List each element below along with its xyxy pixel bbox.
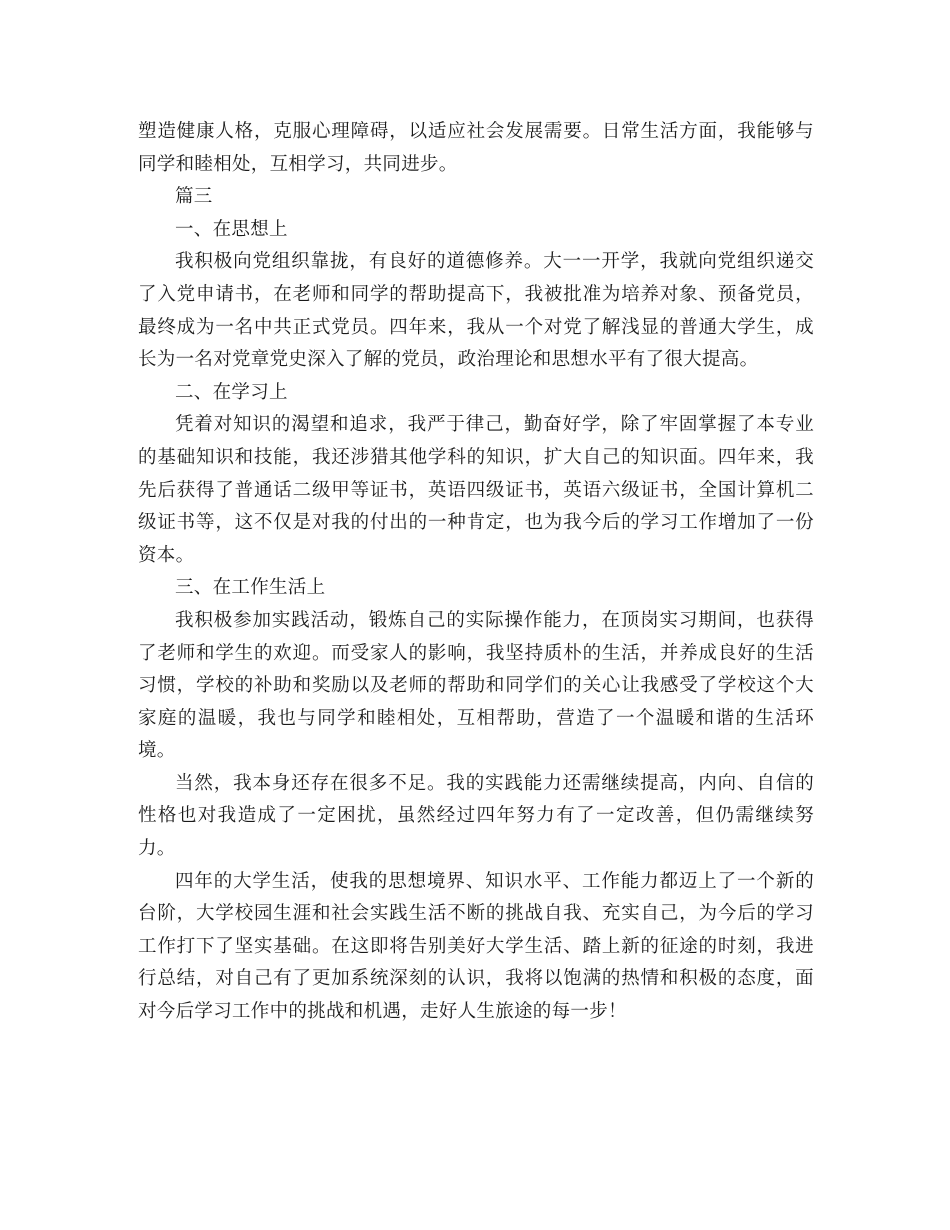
section-heading-pian-san: 篇三 (175, 186, 213, 208)
document-page (138, 116, 814, 1029)
paragraph-conclusion: 四年的大学生活，使我的思想境界、知识水平、工作能力都迈上了一个新的台阶，大学校园生涯和社会实践生活不断的挑战自我、充实自己，为今后的学习工作打下了坚实基础。在这即将告别美好大学生活、踏上新的征途的时刻，我进行总结，对自己有了更加系统深刻的认识，我将以饱满的热情和积极的态度，面对今后学习工作中的挑战和机遇，走好人生旅途的每一步！ (138, 870, 814, 1023)
paragraph-ideology: 我积极向党组织靠拢，有良好的道德修养。大一一开学，我就向党组织递交了入党申请书，在老师和同学的帮助提高下，我被批准为培养对象、预备党员，最终成为一名中共正式党员。四年来，我从一个对党了解浅显的普通大学生，成长为一名对党章党史深入了解的党员，政治理论和思想水平有了很大提高。 (138, 251, 814, 371)
heading-ideology: 一、在思想上 (175, 218, 288, 240)
paragraph-study: 凭着对知识的渴望和追求，我严于律己，勤奋好学，除了牢固掌握了本专业的基础知识和技能，我还涉猎其他学科的知识，扩大自己的知识面。四年来，我先后获得了普通话二级甲等证书，英语四级证书，英语六级证书，全国计算机二级证书等，这不仅是对我的付出的一种肯定，也为我今后的学习工作增加了一份资本。 (138, 414, 814, 566)
heading-study: 二、在学习上 (175, 381, 288, 403)
paragraph-work-life: 我积极参加实践活动，锻炼自己的实际操作能力，在顶岗实习期间，也获得了老师和学生的欢迎。而受家人的影响，我坚持质朴的生活，并养成良好的生活习惯，学校的补助和奖励以及老师的帮助和同学们的关心让我感受了学校这个大家庭的温暖，我也与同学和睦相处，互相帮助，营造了一个温暖和谐的生活环境。 (138, 609, 814, 762)
paragraph-shortcomings: 当然，我本身还存在很多不足。我的实践能力还需继续提高，内向、自信的性格也对我造成了一定困扰，虽然经过四年努力有了一定改善，但仍需继续努力。 (138, 772, 814, 860)
paragraph-continuation: 塑造健康人格，克服心理障碍，以适应社会发展需要。日常生活方面，我能够与同学和睦相处，互相学习，共同进步。 (138, 121, 814, 175)
heading-work-life: 三、在工作生活上 (175, 577, 326, 599)
